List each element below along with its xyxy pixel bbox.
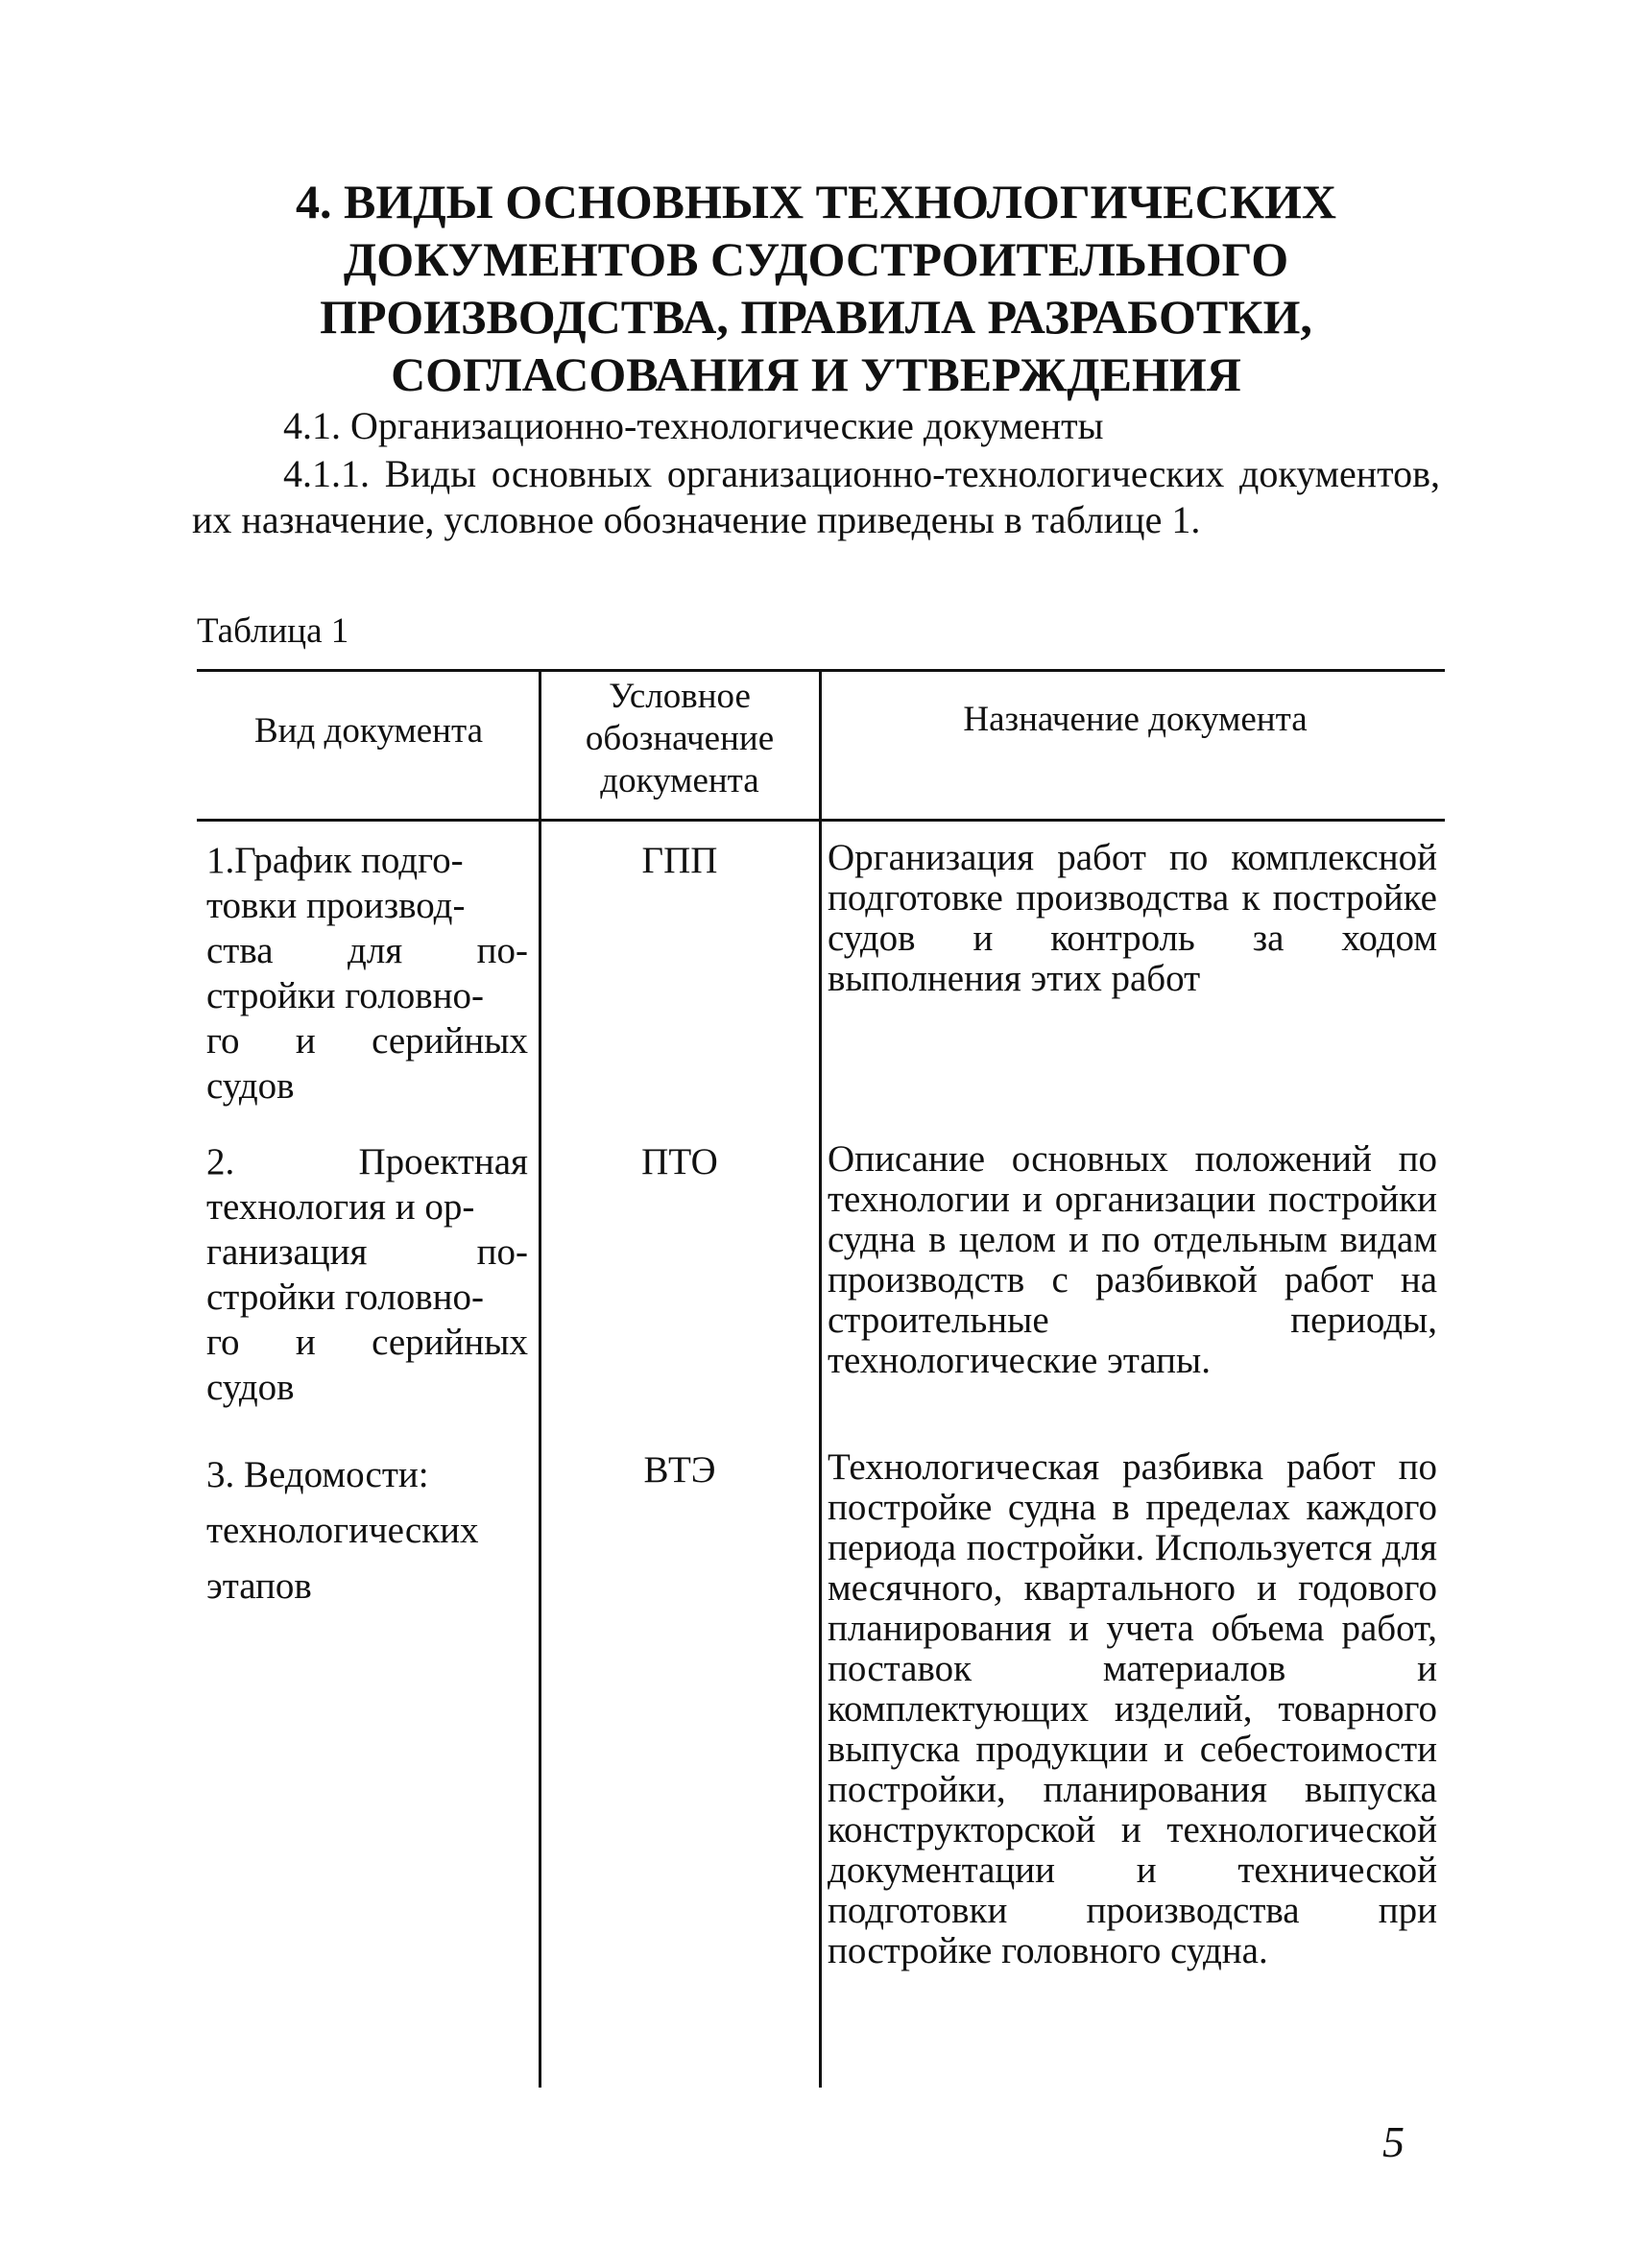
kind-line: ства для по-: [206, 930, 528, 971]
heading-line: ДОКУМЕНТОВ СУДОСТРОИТЕЛЬНОГО: [343, 232, 1289, 286]
table-cell-kind: [206, 838, 528, 1109]
subsection-title: 4.1. Организационно-технологические документы: [283, 404, 1104, 447]
kind-line: го и серийных: [206, 1322, 528, 1363]
kind-line: 1.График подго-: [206, 840, 464, 881]
kind-line: го и серийных: [206, 1020, 528, 1062]
kind-line: судов: [206, 1065, 295, 1107]
table-cell-kind: [206, 1447, 528, 1614]
kind-line: ганизация по-: [206, 1231, 528, 1273]
kind-line: товки производ-: [206, 885, 466, 926]
heading-line: 4. ВИДЫ ОСНОВНЫХ ТЕХНОЛОГИЧЕСКИХ: [296, 175, 1336, 228]
header-document-code: Условное обозначение документа: [585, 677, 775, 800]
table-cell-purpose: Организация работ по комплексной подготовке производства к постройке судов и контроль за ходом выполнения этих работ: [828, 837, 1437, 999]
heading-line: ПРОИЗВОДСТВА, ПРАВИЛА РАЗРАБОТКИ,: [320, 290, 1312, 344]
section-heading: [288, 173, 1344, 403]
kind-line: судов: [206, 1367, 295, 1408]
kind-line: технологических: [206, 1510, 479, 1551]
table-cell-code: ГПП: [641, 840, 718, 881]
heading-line: СОГЛАСОВАНИЯ И УТВЕРЖДЕНИЯ: [391, 347, 1241, 401]
kind-line: технология и ор-: [206, 1186, 475, 1228]
page-number: 5: [1382, 2117, 1405, 2166]
header-document-kind: Вид документа: [253, 711, 484, 751]
table-cell-purpose: Описание основных положений по технологии и организации постройки судна в целом и по отдельным видам производств с разбивкой работ на строительные периоды, технологические этапы.: [828, 1138, 1437, 1381]
header-document-purpose: Назначение документа: [963, 700, 1308, 739]
column-divider: [539, 669, 541, 2088]
kind-line: 2. Проектная: [206, 1141, 528, 1182]
kind-line: стройки головно-: [206, 975, 485, 1016]
table-cell-code: ПТО: [641, 1141, 718, 1182]
table-cell-purpose: Технологическая разбивка работ по постройке судна в пределах каждого периода постройки. Используется для месячного, квартального и годового планирования и учета объема работ, поставок материалов и комплектующих изделий, товарного выпуска продукции и себестоимости постройки, планирования выпуска конструкторской и технологической документации и технической подготовки производства при постройке головного судна.: [828, 1446, 1437, 1971]
column-divider: [819, 669, 822, 2088]
table-caption: Таблица 1: [197, 611, 349, 651]
table-cell-kind: [206, 1139, 528, 1410]
kind-line: 3. Ведомости:: [206, 1454, 429, 1495]
kind-line: этапов: [206, 1565, 312, 1607]
intro-paragraph: 4.1.1. Виды основных организационно-технологических документов, их назначение, условное обозначение приведены в таблице 1.: [192, 452, 1440, 541]
table-cell-code: ВТЭ: [643, 1449, 716, 1491]
kind-line: стройки головно-: [206, 1277, 485, 1318]
